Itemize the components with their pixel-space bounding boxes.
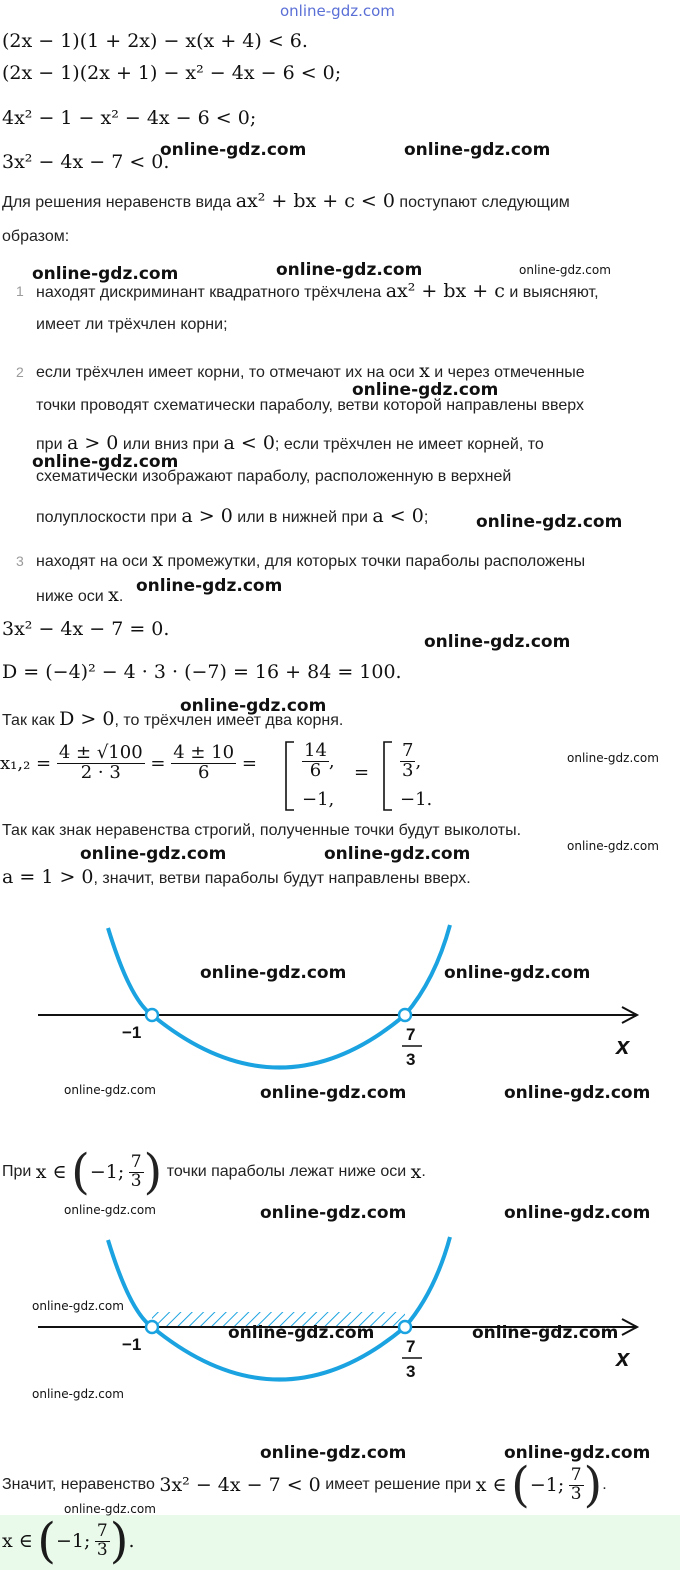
interval-denominator: 3 [130, 1170, 142, 1191]
close-paren: ) [143, 1144, 163, 1200]
parabola-curve [108, 1237, 450, 1380]
root-set-1 [302, 742, 335, 781]
watermark-small: online-gdz.com [567, 839, 659, 853]
conclusion-numerator: 7 [570, 1464, 582, 1485]
answer-fraction [95, 1520, 110, 1560]
equation-line-4: 3x² − 4x − 7 < 0. [2, 151, 170, 173]
watermark: online-gdz.com [260, 1203, 407, 1223]
answer-numerator: 7 [96, 1520, 108, 1541]
parabola-curve [108, 925, 450, 1068]
conclusion-math: x ∈ [475, 1474, 507, 1496]
watermark: online-gdz.com [32, 452, 179, 472]
watermark: online-gdz.com [228, 1323, 375, 1343]
answer-end: . [128, 1530, 135, 1552]
since-text-end: , то трёхчлен имеет два корня. [114, 712, 344, 729]
step-text: и через отмеченные [434, 364, 585, 381]
interval-math: x ∈ [35, 1161, 67, 1183]
watermark: online-gdz.com [80, 844, 227, 864]
discriminant: D = (−4)² − 4 · 3 · (−7) = 16 + 84 = 100. [2, 661, 402, 683]
branches-note [2, 866, 471, 888]
open-paren: ( [71, 1144, 90, 1200]
answer-denominator: 3 [96, 1539, 108, 1560]
root-numerator: 14 [304, 740, 327, 761]
step-2-line-2: точки проводят схематически параболу, ветви которой направлены вверх [36, 397, 584, 414]
step-number-3: 3 [16, 553, 24, 569]
intro-math: ax² + bx + c < 0 [235, 190, 395, 212]
root-numerator: 7 [402, 740, 414, 761]
roots-formula [0, 744, 257, 783]
open-paren: ( [511, 1457, 530, 1513]
watermark-top: online-gdz.com [280, 2, 395, 20]
step-text: ниже оси [36, 588, 104, 605]
watermark-small: online-gdz.com [32, 1299, 124, 1313]
step-3-line-2 [36, 584, 123, 606]
step-math: a > 0 [181, 505, 233, 527]
equation-line-2: (2x − 1)(2x + 1) − x² − 4x − 6 < 0; [2, 62, 342, 84]
equals-sign-2: = [354, 762, 370, 783]
interval-numerator: 7 [130, 1151, 142, 1172]
bracket-1 [280, 740, 300, 812]
intro-text-end: поступают следующим [399, 194, 570, 211]
root-set-2 [400, 742, 421, 781]
fraction-2 [171, 744, 236, 783]
step-3-line-1 [36, 549, 585, 571]
watermark: online-gdz.com [160, 140, 307, 160]
watermark: online-gdz.com [136, 576, 283, 596]
step-text: и выясняют, [509, 284, 599, 301]
comma: , [328, 750, 335, 772]
watermark: online-gdz.com [200, 963, 347, 983]
watermark: online-gdz.com [260, 1443, 407, 1463]
root-denominator: 3 [402, 759, 414, 781]
root-denominator: 6 [309, 759, 322, 781]
watermark: online-gdz.com [504, 1443, 651, 1463]
watermark: online-gdz.com [260, 1083, 407, 1103]
root-fraction-14-6 [302, 742, 329, 781]
watermark: online-gdz.com [472, 1323, 619, 1343]
right-root-numerator: 7 [406, 1025, 416, 1044]
equation-line-1: (2x − 1)(1 + 2x) − x(x + 4) < 6. [2, 30, 308, 52]
branch-text: , значит, ветви параболы будут направлены вверх. [93, 870, 471, 887]
step-text: находят на оси [36, 553, 148, 570]
right-root-numerator: 7 [406, 1337, 416, 1356]
root-fraction-7-3 [400, 742, 415, 781]
answer-neg: −1; [56, 1530, 91, 1552]
intro-line-2: образом: [2, 228, 70, 245]
answer-math: x ∈ [2, 1530, 33, 1552]
step-number-2: 2 [16, 364, 24, 380]
quadratic-equation: 3x² − 4x − 7 = 0. [2, 618, 170, 640]
root-point-right [399, 1009, 411, 1021]
right-root-denominator: 3 [406, 1362, 416, 1381]
equals-sign: = [150, 752, 166, 774]
watermark-small: online-gdz.com [64, 1502, 156, 1516]
conclusion-text: имеет решение при [325, 1476, 472, 1493]
watermark-small: online-gdz.com [64, 1203, 156, 1217]
step-math: x [419, 360, 430, 382]
root-point-left [146, 1321, 158, 1333]
fraction-2-numerator: 4 ± 10 [173, 742, 235, 763]
conclusion-neg: −1; [529, 1474, 565, 1496]
since-text: Так как [2, 712, 55, 729]
interval-axis: x [410, 1161, 422, 1183]
watermark: online-gdz.com [404, 140, 551, 160]
fraction-2-denominator: 6 [197, 761, 210, 783]
root-point-right [399, 1321, 411, 1333]
step-text: если трёхчлен имеет корни, то отмечают их на оси [36, 364, 415, 381]
parabola-graph-1 [0, 920, 680, 1080]
step-math: a > 0 [66, 432, 119, 454]
watermark-small: online-gdz.com [519, 263, 611, 277]
intro-line-1 [2, 190, 570, 212]
root-neg-2: −1. [400, 789, 433, 810]
step-text: . [118, 588, 124, 605]
step-math: a < 0 [223, 432, 275, 454]
watermark: online-gdz.com [324, 844, 471, 864]
step-2-line-4: схематически изображают параболу, расположенную в верхней [36, 468, 512, 485]
left-root-label: −1 [122, 1335, 142, 1354]
open-paren: ( [37, 1513, 57, 1569]
step-2-line-1 [36, 360, 585, 382]
interval-neg: −1; [89, 1161, 125, 1183]
bracket-2 [378, 740, 398, 812]
step-text: или вниз при [122, 436, 220, 453]
axis-label: x [616, 1345, 630, 1372]
watermark: online-gdz.com [180, 696, 327, 716]
watermark-small: online-gdz.com [567, 751, 659, 765]
roots-lhs: x₁,₂ = [0, 752, 52, 774]
step-text: ; [423, 509, 429, 526]
close-paren: ) [583, 1457, 603, 1513]
interval-text: При [2, 1163, 32, 1180]
interval-end: . [421, 1163, 426, 1180]
axis-label: x [616, 1033, 630, 1060]
intro-text: Для решения неравенств вида [2, 194, 232, 211]
comma: , [415, 750, 422, 772]
left-root-label: −1 [122, 1023, 142, 1042]
step-2-line-3 [36, 432, 544, 454]
step-text: при [36, 436, 63, 453]
interval-sentence [2, 1144, 426, 1200]
root-neg-1: −1, [302, 789, 335, 810]
conclusion-denominator: 3 [570, 1483, 582, 1504]
fraction-1 [57, 744, 145, 783]
step-math: x [108, 584, 119, 606]
watermark-small: online-gdz.com [32, 1387, 124, 1401]
conclusion-fraction [569, 1464, 584, 1504]
watermark: online-gdz.com [32, 264, 179, 284]
fraction-1-numerator: 4 ± √100 [58, 742, 143, 763]
step-math: x [152, 549, 164, 571]
root-point-left [146, 1009, 158, 1021]
watermark: online-gdz.com [476, 512, 623, 532]
watermark-small: online-gdz.com [64, 1083, 156, 1097]
right-root-denominator: 3 [406, 1050, 416, 1069]
conclusion-end: . [602, 1476, 607, 1493]
conclusion-text: Значит, неравенство [2, 1476, 155, 1493]
interval-text: точки параболы лежат ниже оси [166, 1163, 407, 1180]
equation-line-3: 4x² − 1 − x² − 4x − 6 < 0; [2, 107, 257, 129]
fraction-1-denominator: 2 · 3 [80, 761, 121, 783]
step-2-line-5 [36, 505, 428, 527]
since-math: D > 0 [59, 708, 115, 730]
step-text: полуплоскости при [36, 509, 177, 526]
strict-inequality-note: Так как знак неравенства строгий, полученные точки будут выколоты. [2, 822, 522, 839]
step-math: ax² + bx + c [385, 280, 505, 302]
step-text: или в нижней при [237, 509, 368, 526]
watermark: online-gdz.com [504, 1203, 651, 1223]
step-text: промежутки, для которых точки параболы расположены [167, 553, 586, 570]
conclusion-math: 3x² − 4x − 7 < 0 [159, 1474, 321, 1496]
watermark: online-gdz.com [352, 380, 499, 400]
interval-fraction [129, 1151, 144, 1191]
watermark: online-gdz.com [444, 963, 591, 983]
step-math: a < 0 [372, 505, 424, 527]
watermark: online-gdz.com [504, 1083, 651, 1103]
equals-sign: = [241, 752, 257, 774]
step-text: находят дискриминант квадратного трёхчлена [36, 284, 382, 301]
step-number-1: 1 [16, 283, 24, 299]
watermark: online-gdz.com [424, 632, 571, 652]
answer [2, 1513, 135, 1569]
step-text: ; если трёхчлен не имеет корней, то [274, 436, 544, 453]
watermark: online-gdz.com [276, 260, 423, 280]
close-paren: ) [109, 1513, 129, 1569]
step-1-line-2: имеет ли трёхчлен корни; [36, 316, 228, 333]
branch-math: a = 1 > 0 [2, 866, 94, 888]
